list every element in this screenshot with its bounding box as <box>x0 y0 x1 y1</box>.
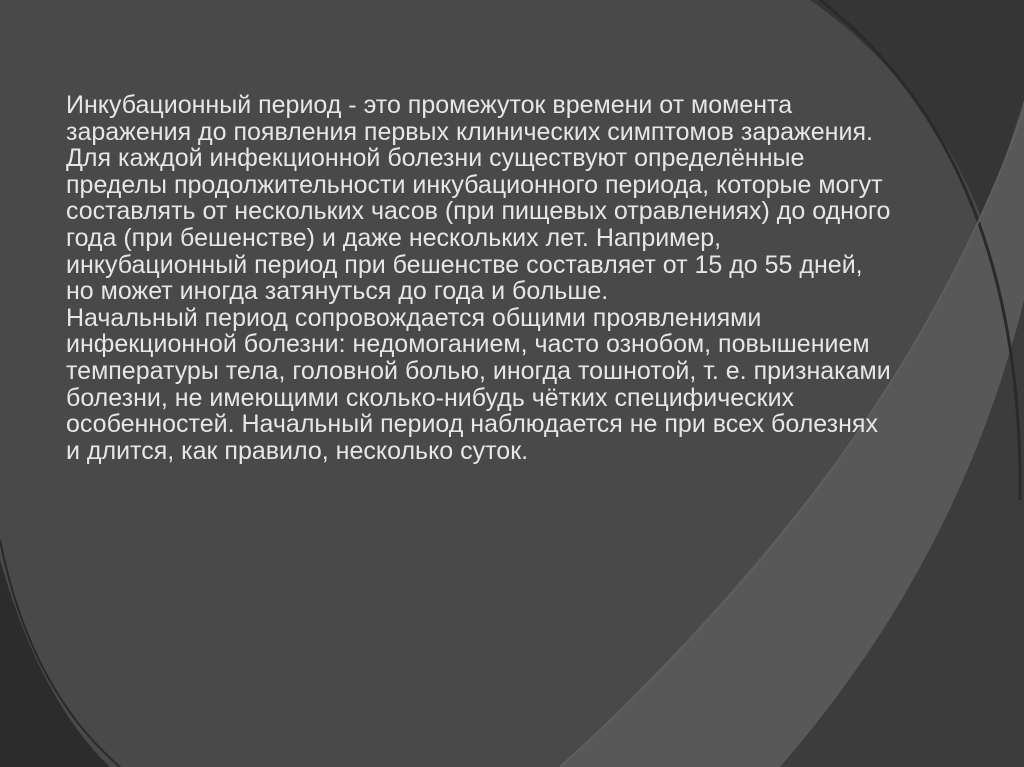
paragraph-incubation-definition: Инкубационный период - это промежуток времени от момента заражения до появления первых клинических симптомов заражения. <box>66 91 873 146</box>
slide-body-text <box>66 92 896 464</box>
paragraph-incubation-duration: Для каждой инфекционной болезни существуют определённые пределы продолжительности инкубационного периода, которые могут составлять от нескольких часов (при пищевых отравлениях) до одного года (при бешенстве) и даже нескольких лет. Например, инкубационный период при бешенстве составляет от 15 до 55 дней, но может иногда затянуться до года и больше. <box>66 144 891 306</box>
bg-left-band <box>0 560 110 767</box>
paragraph-initial-period: Начальный период сопровождается общими проявлениями инфекционной болезни: недомоганием, часто ознобом, повышением температуры тела, головной болью, иногда тошнотой, т. е. признаками болезни, не имеющими сколько-нибудь чётких специфических особенностей. Начальный период наблюдается не при всех болезнях и длится, как правило, несколько суток. <box>66 303 891 465</box>
